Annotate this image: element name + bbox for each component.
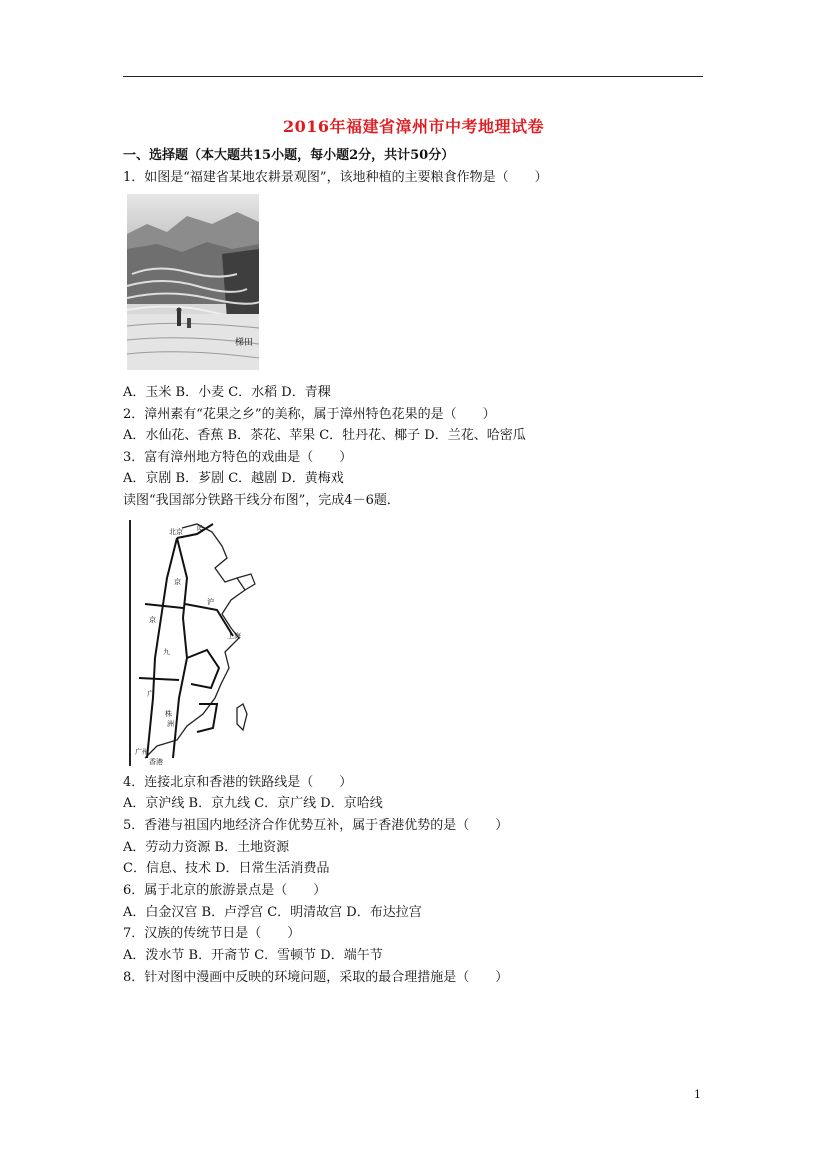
svg-text:京: 京 (149, 616, 156, 624)
question-5-options-line1: A．劳动力资源 B．土地资源 (123, 840, 290, 855)
svg-text:洲: 洲 (167, 720, 174, 728)
svg-text:香港: 香港 (149, 758, 163, 766)
section-heading: 一、选择题（本大题共15小题，每小题2分，共计50分） (123, 148, 455, 163)
question-6-options: A．白金汉宫 B．卢浮宫 C．明清故宫 D．布达拉宫 (123, 905, 422, 920)
svg-text:北京: 北京 (169, 528, 183, 536)
question-3-options: A．京剧 B．芗剧 C．越剧 D．黄梅戏 (123, 471, 344, 486)
question-1-options: A．玉米 B．小麦 C．水稻 D．青稞 (123, 385, 331, 400)
svg-text:上海: 上海 (227, 632, 241, 640)
question-4-stem: 4．连接北京和香港的铁路线是（ ） (123, 775, 353, 790)
terraced-field-photo (127, 194, 259, 370)
reading-instruction: 读图“我国部分铁路干线分布图”，完成4－6题． (123, 493, 400, 508)
question-5-stem: 5．香港与祖国内地经济合作优势互补，属于香港优势的是（ ） (123, 818, 509, 833)
question-3-stem: 3．富有漳州地方特色的戏曲是（ ） (123, 450, 353, 465)
question-2-stem: 2．漳州素有“花果之乡”的美称，属于漳州特色花果的是（ ） (123, 407, 496, 422)
svg-text:九: 九 (163, 648, 170, 656)
svg-text:京: 京 (174, 578, 181, 586)
question-7-stem: 7．汉族的传统节日是（ ） (123, 926, 301, 941)
railway-map (127, 518, 259, 768)
figure-caption: 梯田 (235, 338, 254, 348)
question-1-stem: 1．如图是“福建省某地农耕景观图”，该地种植的主要粮食作物是（ ） (123, 170, 548, 185)
page-number: 1 (694, 1088, 701, 1101)
header-rule (123, 76, 703, 77)
question-8-stem: 8．针对图中漫画中反映的环境问题，采取的最合理措施是（ ） (123, 970, 509, 985)
svg-text:株: 株 (165, 710, 172, 718)
page-title: 2016年福建省漳州市中考地理试卷 (282, 117, 545, 136)
question-5-options-line2: C．信息、技术 D．日常生活消费品 (123, 861, 330, 876)
svg-text:广: 广 (147, 690, 154, 698)
question-7-options: A．泼水节 B．开斋节 C．雪顿节 D．端午节 (123, 948, 383, 963)
svg-text:沪: 沪 (207, 598, 214, 606)
question-2-options: A．水仙花、香蕉 B．茶花、苹果 C．牡丹花、椰子 D．兰花、哈密瓜 (123, 428, 526, 443)
svg-text:哈: 哈 (197, 525, 204, 533)
question-4-options: A．京沪线 B．京九线 C．京广线 D．京哈线 (123, 796, 383, 811)
question-6-stem: 6．属于北京的旅游景点是（ ） (123, 883, 327, 898)
svg-text:广州: 广州 (135, 748, 149, 756)
